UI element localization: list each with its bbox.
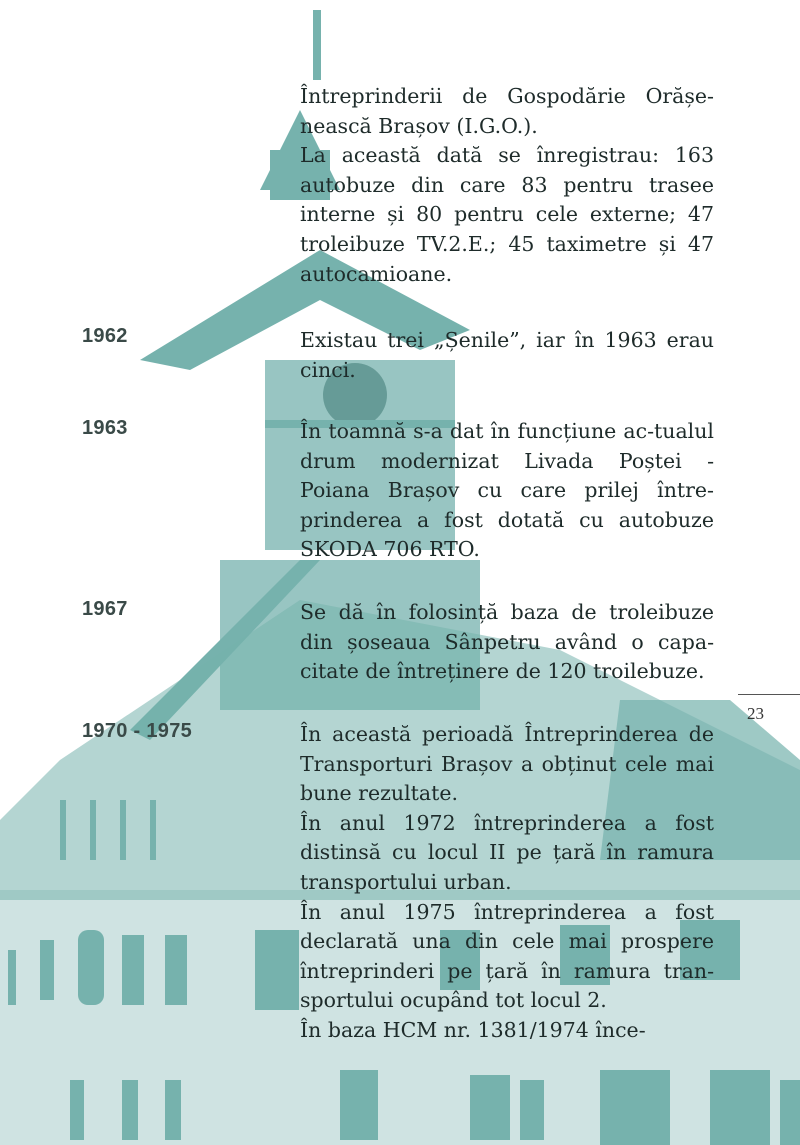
entry-paragraph: În anul 1972 întreprinderea a fost distinsă cu locul II pe țară în ramura transportului urban. xyxy=(300,810,714,894)
entry-paragraph: Întreprinderii de Gospodărie Orășe-nească Brașov (I.G.O.). xyxy=(300,84,714,138)
spire xyxy=(313,10,321,80)
timeline-entry xyxy=(300,82,714,289)
year-label: 1963 xyxy=(82,417,128,439)
entry-paragraph: Se dă în folosință baza de troleibuze din șoseaua Sânpetru având o capa-citate de întreținere de 120 troilebuze. xyxy=(300,600,714,684)
entry-paragraph: În această perioadă Întreprinderea de Transporturi Brașov a obținut cele mai bune rezultate. xyxy=(300,722,714,806)
entry-paragraph: În baza HCM nr. 1381/1974 înce- xyxy=(300,1017,646,1042)
entry-paragraph: În toamnă s-a dat în funcțiune ac-tualul drum modernizat Livada Poștei - Poiana Brașov cu care prilej între-prinderea a fost dotată cu autobuze SKODA 706 RTO. xyxy=(300,419,714,562)
window xyxy=(78,930,104,1005)
timeline-entry xyxy=(300,417,714,565)
year-label: 1962 xyxy=(82,325,128,347)
timeline-entry xyxy=(300,598,714,687)
page-number: 23 xyxy=(747,704,764,723)
year-label: 1970 - 1975 xyxy=(82,720,193,742)
year-label: 1967 xyxy=(82,598,128,620)
entry-paragraph: În anul 1975 întreprinderea a fost declarată una din cele mai prospere întreprinderi pe țară în ramura tran-sportului ocupând tot locul 2. xyxy=(300,899,714,1013)
timeline-entry xyxy=(300,326,714,385)
entry-paragraph: La această dată se înregistrau: 163 autobuze din care 83 pentru trasee interne și 80 pentru cele externe; 47 troleibuze TV.2.E.; 45 taximetre și 47 autocamioane. xyxy=(300,143,714,286)
page-number-rule xyxy=(738,694,800,695)
timeline-entry xyxy=(300,720,714,1046)
entry-paragraph: Existau trei „Șenile”, iar în 1963 erau cinci. xyxy=(300,328,714,382)
